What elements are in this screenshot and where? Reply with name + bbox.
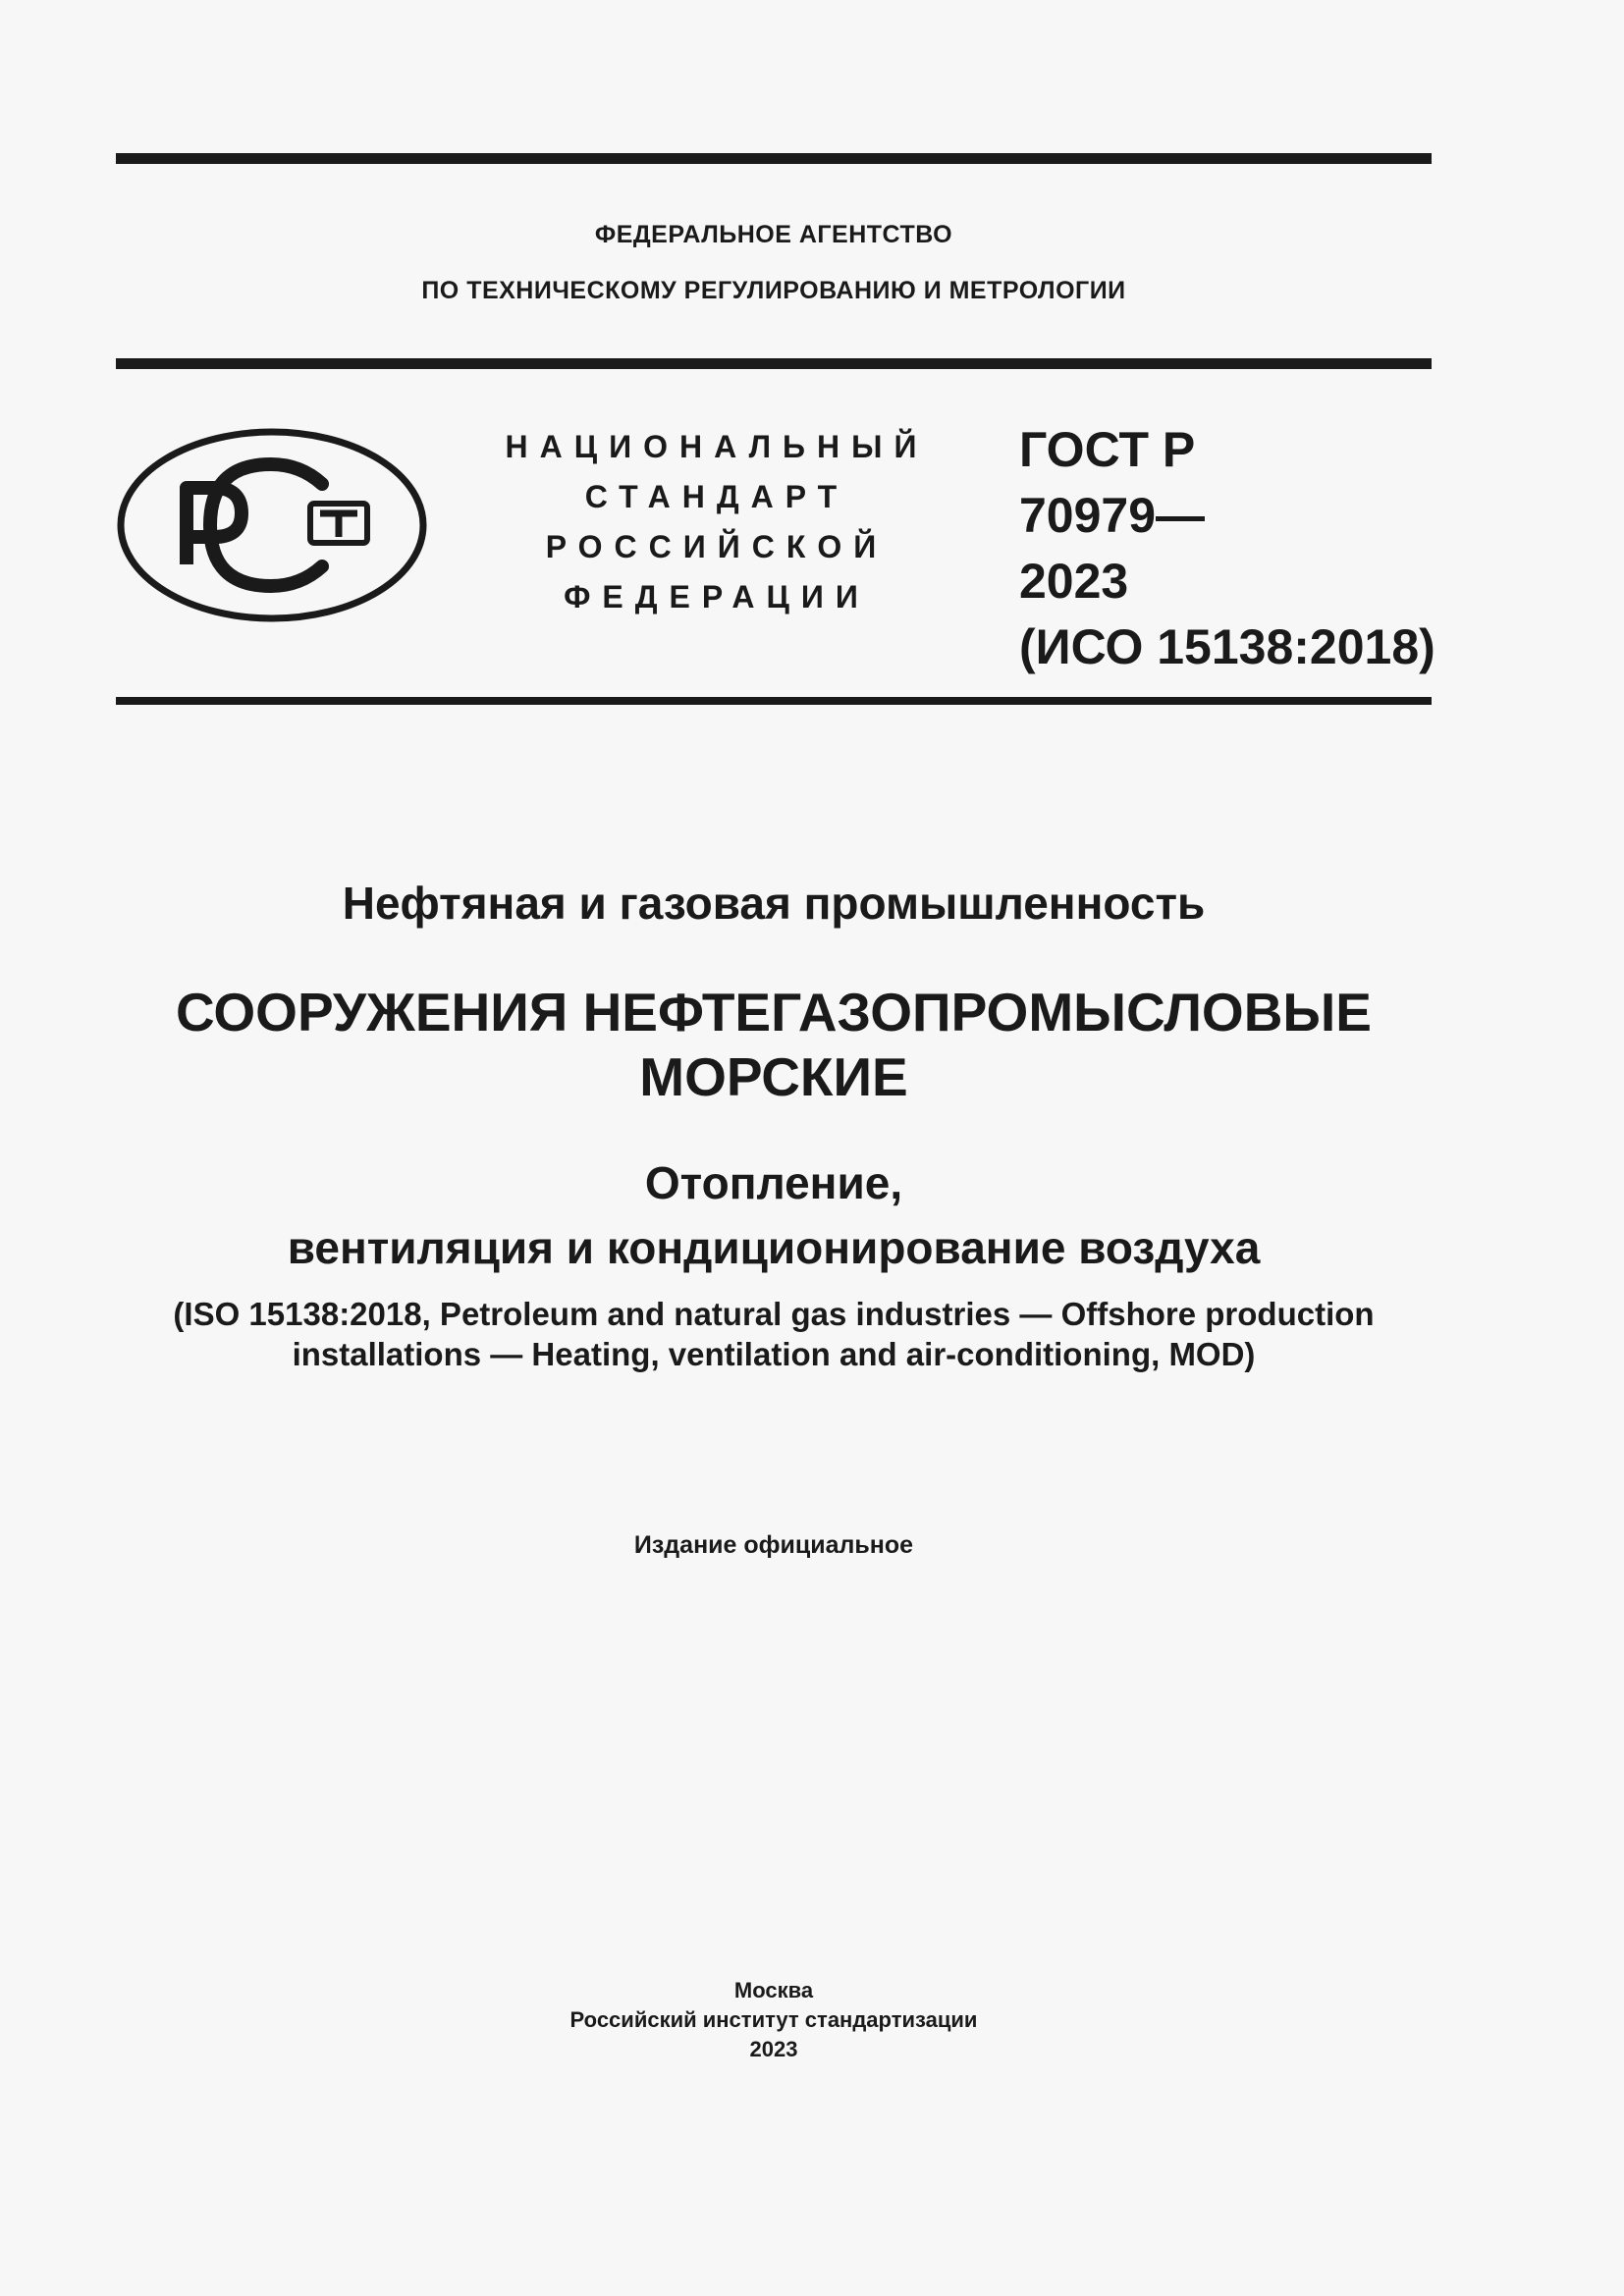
- subtitle-line1: Отопление,: [644, 1157, 903, 1208]
- publisher-city: Москва: [733, 1978, 814, 2002]
- main-title-line2: МОРСКИЕ: [639, 1046, 908, 1107]
- publisher-year: 2023: [749, 2037, 798, 2061]
- header-divider: [116, 358, 1432, 369]
- designation-line1: ГОСТ Р: [1019, 422, 1196, 477]
- iso-reference-line2: installations — Heating, ventilation and air-conditioning, MOD): [292, 1336, 1256, 1372]
- standard-designation: [1019, 417, 1435, 680]
- publisher-name: Российский институт стандартизации: [569, 2007, 978, 2032]
- standard-type-line2: СТАНДАРТ: [584, 479, 849, 514]
- standard-type-line4: ФЕДЕРАЦИИ: [564, 579, 870, 614]
- designation-line3: 2023: [1019, 554, 1129, 609]
- subtitle: [116, 1150, 1432, 1280]
- agency-name-line1: ФЕДЕРАЛЬНОЕ АГЕНТСТВО: [594, 221, 953, 248]
- designation-line4: (ИСО 15138:2018): [1019, 619, 1435, 674]
- standard-type: [496, 422, 938, 622]
- iso-reference-line1: (ISO 15138:2018, Petroleum and natural gas industries — Offshore production: [173, 1296, 1375, 1332]
- top-divider: [116, 153, 1432, 164]
- rst-certification-mark-icon: [116, 427, 428, 623]
- edition-label: Издание официальное: [633, 1531, 914, 1559]
- main-title-line1: СООРУЖЕНИЯ НЕФТЕГАЗОПРОМЫСЛОВЫЕ: [176, 982, 1372, 1042]
- industry-title: Нефтяная и газовая промышленность: [342, 878, 1206, 929]
- designation-line2: 70979—: [1019, 488, 1206, 543]
- subtitle-line2: вентиляция и кондиционирование воздуха: [287, 1222, 1261, 1273]
- standard-type-line3: РОССИЙСКОЙ: [545, 529, 889, 564]
- main-title: [116, 980, 1432, 1109]
- iso-reference: [116, 1294, 1432, 1374]
- standard-type-line1: НАЦИОНАЛЬНЫЙ: [505, 429, 929, 464]
- publisher-info: [116, 1976, 1432, 2064]
- agency-name-line2: ПО ТЕХНИЧЕСКОМУ РЕГУЛИРОВАНИЮ И МЕТРОЛОГИИ: [421, 277, 1126, 304]
- title-block-divider: [116, 697, 1432, 705]
